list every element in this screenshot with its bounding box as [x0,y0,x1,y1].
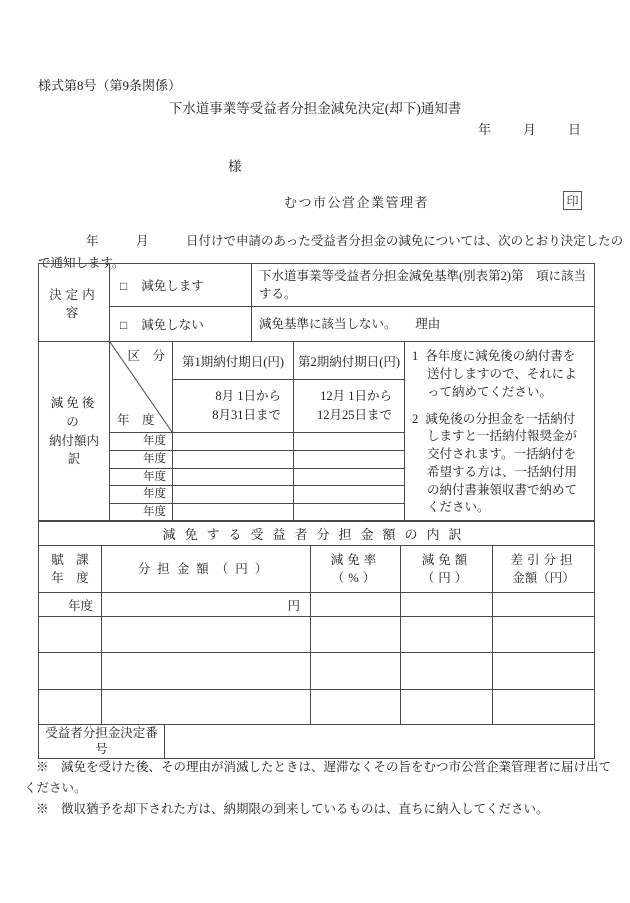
breakdown-title: 減免する受益者分担金額の内訳 [39,521,595,546]
seal-stamp-icon: 印 [563,191,582,210]
corner-header-cell [110,342,173,433]
period1-header: 第1期納付期日(円) [173,342,294,380]
issue-date-line [478,119,581,138]
addressee-suffix: 様 [228,159,242,174]
year-row-label: 年度 [110,468,173,486]
rate-cell [311,690,401,725]
period1-date-range [173,379,294,432]
note-2-number: 2 [412,411,419,426]
date-month-label: 月 [523,122,537,137]
rate-cell [311,617,401,653]
amount-cell [102,690,311,725]
net-amount-cell [493,617,595,653]
decision-section-label: 決定内容 [39,264,110,342]
reduction-breakdown-table [38,520,595,759]
period1-amount-cell [173,486,294,504]
grant-option-label: 減免します [141,279,204,294]
grant-reason-text: 下水道事業等受益者分担金減免基準(別表第2)第 項に該当する。 [252,264,595,307]
breakdown-year-label: 年度 [39,593,102,617]
document-title: 下水道事業等受益者分担金減免決定(却下)通知書 [168,101,462,116]
reduction-amount-cell [401,690,493,725]
period2-to: 12月25日まで [317,408,393,423]
period2-amount-cell [294,486,405,504]
date-day-label: 日 [568,122,582,137]
year-row-label: 年度 [110,504,173,522]
period2-from: 12月 1日から [320,388,393,403]
footer-note-2: ※ 徴収猶予を却下された方は、納期限の到来しているものは、直ちに納入してください。 [36,802,549,816]
footer-notes [24,757,611,820]
period2-header: 第2期納付期日(円) [294,342,405,380]
net-amount-cell [493,593,595,617]
issuer-name: むつ市公営企業管理者 [284,195,430,210]
decision-number-row [38,724,595,759]
amount-unit-label: 円 [102,593,311,617]
reduction-rate-line-1: 減免率 [330,552,381,567]
year-row-label: 年度 [110,433,173,451]
deny-option-label: 減免しない [141,318,204,333]
fiscal-year-cell [39,653,102,690]
payment-note-1 [412,348,587,401]
net-amount-line-1: 差引分担 [510,552,577,567]
col-reduction-rate-header [311,546,401,593]
payment-note-2 [412,411,587,518]
deny-reason-text: 減免基準に該当しない。 理由 [252,307,595,342]
reduction-amount-line-2: （円） [421,571,472,585]
grant-checkbox-icon: □ [120,279,128,294]
note-1-text: 各年度に減免後の納付書を送付しますので、それによって納めてください。 [425,349,577,399]
footer-note-1-line-1: ※ 減免を受けた後、その理由が消滅したときは、遅滞なくその旨をむつ市公営企業管理者に届け出て [36,760,612,774]
net-amount-line-2: 金額（円） [512,571,575,585]
period2-date-range [294,379,405,432]
decision-number-value-cell [165,725,595,759]
deny-checkbox-icon: □ [120,318,128,333]
reduction-rate-line-2: （%） [331,571,380,585]
reduction-amount-cell [401,617,493,653]
col-net-amount-header [493,546,595,593]
reduction-amount-cell [401,653,493,690]
decision-deny-option [110,307,252,342]
rate-cell [311,593,401,617]
year-row-label: 年度 [110,450,173,468]
amount-cell [102,617,311,653]
col-reduction-amount-header [401,546,493,593]
form-number: 様式第8号（第9条関係） [38,78,182,93]
payment-label-line-1: 減免後の [50,396,98,429]
corner-kubun-label: 区 分 [127,349,165,364]
period2-amount-cell [294,468,405,486]
intro-line-2: で通知します。 [38,256,125,270]
fiscal-year-header-line-2: 年 度 [51,571,89,585]
date-year-label: 年 [478,122,492,137]
rate-cell [311,653,401,690]
corner-nendo-label: 年 度 [117,413,155,428]
reduction-amount-cell [401,593,493,617]
note-1-number: 1 [412,349,419,364]
note-2-text: 減免後の分担金を一括納付しますと一括納付報奨金が交付されます。一括納付を希望する方は、一括納付用の納付書兼領収書で納めてください。 [425,411,578,515]
fiscal-year-cell [39,690,102,725]
period1-amount-cell [173,504,294,522]
col-fiscal-year-header [39,546,102,593]
period1-amount-cell [173,468,294,486]
period2-amount-cell [294,433,405,451]
payment-section-label [39,342,110,522]
footer-note-1-line-2: ください。 [24,781,87,795]
net-amount-cell [493,653,595,690]
reduction-amount-line-1: 減免額 [421,552,472,567]
period1-from: 8月 1日から [215,388,282,403]
col-amount-header: 分担金額（円） [102,546,311,593]
payment-notes [405,342,595,522]
period1-amount-cell [173,450,294,468]
decision-grant-option [110,264,252,307]
fiscal-year-cell [39,617,102,653]
period1-amount-cell [173,433,294,451]
period2-amount-cell [294,450,405,468]
year-row-label: 年度 [110,486,173,504]
intro-line-1: 年 月 日付けで申請のあった受益者分担金の減免については、次のとおり決定したの [86,234,624,248]
period2-amount-cell [294,504,405,522]
decision-number-label: 受益者分担金決定番号 [39,725,165,759]
payment-label-line-2: 納付額内訳 [48,433,99,467]
net-amount-cell [493,690,595,725]
fiscal-year-header-line-1: 賦 課 [51,552,89,567]
period1-to: 8月31日まで [212,408,282,423]
amount-cell [102,653,311,690]
decision-and-payment-table [38,263,595,522]
